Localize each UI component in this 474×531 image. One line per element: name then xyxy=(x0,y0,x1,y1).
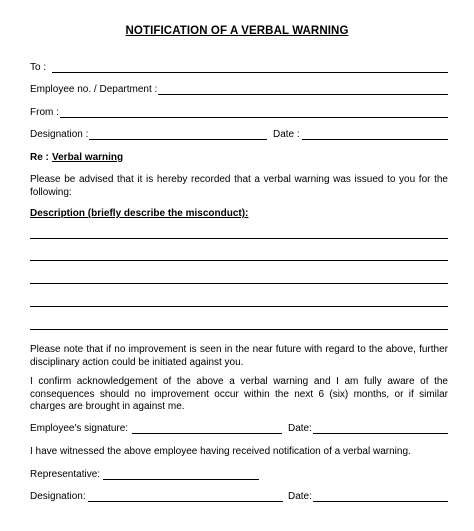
description-line[interactable] xyxy=(30,238,448,239)
signature-designation-field-line[interactable] xyxy=(88,501,283,502)
re-subject: Verbal warning xyxy=(52,152,124,163)
improvement-paragraph: Please note that if no improvement is seen in the near future with regard to the above, further disciplinary action could be initiated against you. xyxy=(30,344,448,368)
employee-signature-label: Employee's signature: xyxy=(30,423,129,434)
employee-date-label: Date: xyxy=(288,423,312,434)
description-line[interactable] xyxy=(30,306,448,307)
description-line[interactable] xyxy=(30,260,448,261)
designation-label: Designation : xyxy=(30,129,89,140)
employee-department-field-line[interactable] xyxy=(158,94,448,95)
representative-label: Representative: xyxy=(30,469,101,480)
date-field-line[interactable] xyxy=(302,139,448,140)
from-field-line[interactable] xyxy=(60,117,448,118)
date-label: Date : xyxy=(273,129,300,140)
employee-signature-field-line[interactable] xyxy=(132,433,282,434)
description-line[interactable] xyxy=(30,329,448,330)
representative-field-line[interactable] xyxy=(103,479,259,480)
from-label: From : xyxy=(30,107,59,118)
witness-paragraph: I have witnessed the above employee having received notification of a verbal warning. xyxy=(30,446,411,457)
acknowledge-paragraph: I confirm acknowledgement of the above a verbal warning and I am fully aware of the consequences should no improvement occur within the next 6 (six) months, or if similar charges are brought in against me. xyxy=(30,376,448,412)
re-label: Re : xyxy=(30,152,49,163)
signature-date-label: Date: xyxy=(288,491,312,502)
advised-paragraph: Please be advised that it is hereby recorded that a verbal warning was issued to you for the following: xyxy=(30,174,448,198)
description-line[interactable] xyxy=(30,283,448,284)
designation-field-line[interactable] xyxy=(89,139,267,140)
employee-date-field-line[interactable] xyxy=(313,433,448,434)
signature-designation-label: Designation: xyxy=(30,491,86,502)
employee-department-label: Employee no. / Department : xyxy=(30,84,158,95)
description-heading: Description (briefly describe the misconduct): xyxy=(30,208,249,219)
to-field-line[interactable] xyxy=(52,72,448,73)
to-label: To : xyxy=(30,62,47,73)
signature-date-field-line[interactable] xyxy=(313,501,448,502)
form-title: NOTIFICATION OF A VERBAL WARNING xyxy=(125,25,349,37)
